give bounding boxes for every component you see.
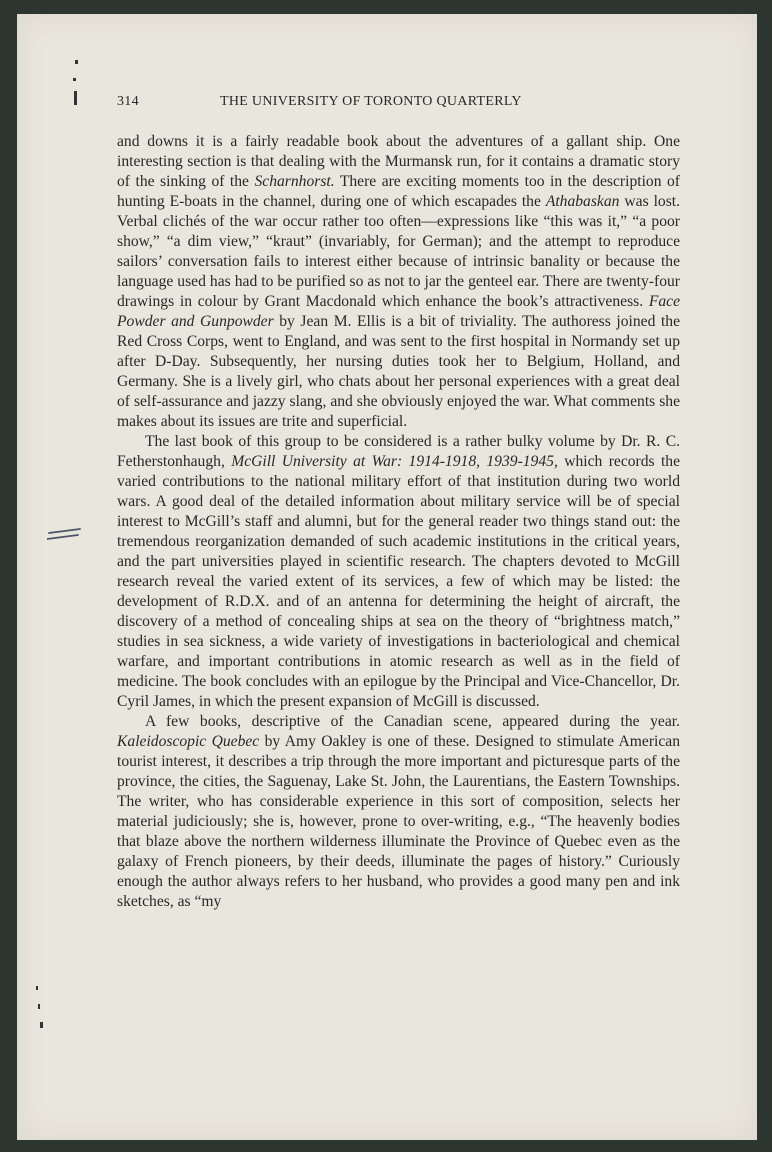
book-title: Scharnhorst. <box>254 173 335 190</box>
margin-mark <box>36 986 38 990</box>
book-title: Face Powder and Gunpowder <box>117 293 680 330</box>
text-run: There are exciting moments too in the description of hunting E-boats in the channel, during one of which escapades the <box>117 173 680 210</box>
paragraph <box>117 712 680 912</box>
journal-title: THE UNIVERSITY OF TORONTO QUARTERLY <box>220 94 522 109</box>
margin-mark <box>74 91 77 105</box>
text-run: A few books, descriptive of the Canadian scene, appeared during the year. <box>145 713 680 730</box>
document-page <box>17 14 757 1140</box>
text-run: by Jean M. Ellis is a bit of triviality. The authoress joined the Red Cross Corps, went to England, and was sent to the first hospital in Normandy set up after D-Day. Subsequently, her nursing duties took her to Belgium, Holland, and Germany. She is a lively girl, who chats about her personal experiences with a great deal of self-assurance and jazzy slang, and she obviously enjoyed the war. What comments she makes about its issues are trite and superficial. <box>117 313 680 430</box>
page-header <box>117 94 680 110</box>
margin-mark <box>73 78 76 81</box>
paragraph <box>117 432 680 712</box>
margin-mark <box>38 1004 40 1009</box>
page-number: 314 <box>117 94 139 109</box>
book-title: Athabaskan <box>545 193 620 210</box>
text-run: which records the varied contributions to the national military effort of that institution during two world wars. A good deal of the detailed information about military service will be of special interest to McGill’s staff and alumni, but for the general reader two things stand out: the tremendous reorganization demanded of such academic institutions in the critical years, and the part universities played in scientific research. The chapters devoted to McGill research reveal the varied extent of its services, a few of which may be listed: the development of R.D.X. and of an antenna for determining the height of aircraft, the discovery of a method of concealing ships at sea on the theory of “brightness match,” studies in sea sickness, a wide variety of investigations in bacteriological and chemical warfare, and important contributions in atomic research as well as in the field of medicine. The book concludes with an epilogue by the Principal and Vice-Chancellor, Dr. Cyril James, in which the present expansion of McGill is discussed. <box>117 453 681 710</box>
pencil-annotation <box>47 527 83 545</box>
paragraph <box>117 132 680 432</box>
margin-mark <box>40 1022 43 1028</box>
text-run: was lost. Verbal clichés of the war occur rather too often—expressions like “this was it,” “a poor show,” “a dim view,” “kraut” (invariably, for German); and the attempt to reproduce sailors’ conversation fails to interest either because of intrinsic banality or because the language used has had to be purified so as not to jar the genteel ear. There are twenty-four drawings in colour by Grant Macdonald which enhance the book’s attractiveness. <box>117 193 680 310</box>
text-run: by Amy Oakley is one of these. Designed to stimulate American tourist interest, it describes a trip through the more important and picturesque parts of the province, the cities, the Saguenay, Lake St. John, the Laurentians, the Eastern Townships. The writer, who has considerable experience in this sort of composition, selects her material judiciously; she is, however, prone to over-writing, e.g., “The heavenly bodies that blaze above the northern wilderness illuminate the Province of Quebec even as the galaxy of French pioneers, by their deeds, illuminate the pages of history.” Curiously enough the author always refers to her husband, who provides a good many pen and ink sketches, as “my <box>117 733 680 910</box>
book-title: Kaleidoscopic Quebec <box>117 733 260 750</box>
margin-mark <box>75 60 78 64</box>
text-run: The last book of this group to be considered is a rather bulky volume by Dr. R. C. Fetherstonhaugh, <box>117 433 680 470</box>
text-run: and downs it is a fairly readable book about the adventures of a gallant ship. One interesting section is that dealing with the Murmansk run, for it contains a dramatic story of the sinking of the <box>117 133 680 190</box>
article-body <box>117 132 680 912</box>
book-title: McGill University at War: 1914-1918, 1939-1945, <box>231 453 558 470</box>
